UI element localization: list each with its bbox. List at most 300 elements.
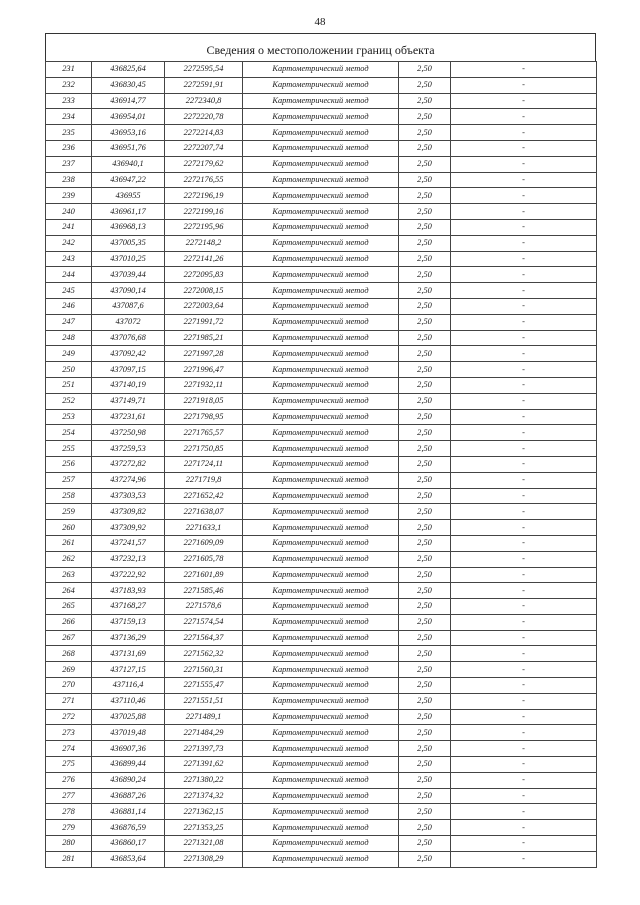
description-cell: - [451, 709, 597, 725]
method-cell: Картометрический метод [243, 630, 399, 646]
precision-cell: 2,50 [399, 772, 451, 788]
method-cell: Картометрический метод [243, 709, 399, 725]
y-coordinate-cell: 2271765,57 [165, 425, 243, 441]
description-cell: - [451, 820, 597, 836]
x-coordinate-cell: 437131,69 [92, 646, 165, 662]
method-cell: Картометрический метод [243, 362, 399, 378]
y-coordinate-cell: 2271985,21 [165, 330, 243, 346]
precision-cell: 2,50 [399, 156, 451, 172]
x-coordinate-cell: 437039,44 [92, 267, 165, 283]
precision-cell: 2,50 [399, 678, 451, 694]
x-coordinate-cell: 436914,77 [92, 93, 165, 109]
point-number-cell: 255 [46, 441, 92, 457]
method-cell: Картометрический метод [243, 283, 399, 299]
method-cell: Картометрический метод [243, 646, 399, 662]
description-cell: - [451, 251, 597, 267]
method-cell: Картометрический метод [243, 535, 399, 551]
description-cell: - [451, 788, 597, 804]
method-cell: Картометрический метод [243, 472, 399, 488]
y-coordinate-cell: 2272008,15 [165, 283, 243, 299]
description-cell: - [451, 235, 597, 251]
table-row [46, 188, 597, 204]
point-number-cell: 239 [46, 188, 92, 204]
description-cell: - [451, 851, 597, 867]
x-coordinate-cell: 436830,45 [92, 77, 165, 93]
description-cell: - [451, 725, 597, 741]
x-coordinate-cell: 437072 [92, 314, 165, 330]
x-coordinate-cell: 436853,64 [92, 851, 165, 867]
table-row [46, 772, 597, 788]
x-coordinate-cell: 437309,92 [92, 520, 165, 536]
description-cell: - [451, 614, 597, 630]
y-coordinate-cell: 2271578,6 [165, 599, 243, 615]
point-number-cell: 265 [46, 599, 92, 615]
table-row [46, 851, 597, 867]
point-number-cell: 280 [46, 836, 92, 852]
method-cell: Картометрический метод [243, 504, 399, 520]
description-cell: - [451, 456, 597, 472]
table-row [46, 535, 597, 551]
y-coordinate-cell: 2272179,62 [165, 156, 243, 172]
point-number-cell: 245 [46, 283, 92, 299]
x-coordinate-cell: 436860,17 [92, 836, 165, 852]
point-number-cell: 258 [46, 488, 92, 504]
x-coordinate-cell: 437092,42 [92, 346, 165, 362]
y-coordinate-cell: 2271564,37 [165, 630, 243, 646]
description-cell: - [451, 93, 597, 109]
precision-cell: 2,50 [399, 804, 451, 820]
method-cell: Картометрический метод [243, 662, 399, 678]
precision-cell: 2,50 [399, 646, 451, 662]
description-cell: - [451, 772, 597, 788]
point-number-cell: 241 [46, 219, 92, 235]
table-row [46, 741, 597, 757]
table-row [46, 788, 597, 804]
x-coordinate-cell: 436890,24 [92, 772, 165, 788]
method-cell: Картометрический метод [243, 788, 399, 804]
table-row [46, 520, 597, 536]
point-number-cell: 259 [46, 504, 92, 520]
precision-cell: 2,50 [399, 62, 451, 78]
description-cell: - [451, 551, 597, 567]
precision-cell: 2,50 [399, 725, 451, 741]
description-cell: - [451, 62, 597, 78]
y-coordinate-cell: 2271605,78 [165, 551, 243, 567]
point-number-cell: 243 [46, 251, 92, 267]
table-row [46, 362, 597, 378]
y-coordinate-cell: 2271918,05 [165, 393, 243, 409]
precision-cell: 2,50 [399, 741, 451, 757]
description-cell: - [451, 346, 597, 362]
x-coordinate-cell: 437274,96 [92, 472, 165, 488]
method-cell: Картометрический метод [243, 267, 399, 283]
precision-cell: 2,50 [399, 188, 451, 204]
x-coordinate-cell: 437116,4 [92, 678, 165, 694]
description-cell: - [451, 599, 597, 615]
x-coordinate-cell: 437149,71 [92, 393, 165, 409]
table-row [46, 330, 597, 346]
description-cell: - [451, 535, 597, 551]
x-coordinate-cell: 437025,88 [92, 709, 165, 725]
x-coordinate-cell: 436955 [92, 188, 165, 204]
method-cell: Картометрический метод [243, 93, 399, 109]
x-coordinate-cell: 436907,36 [92, 741, 165, 757]
point-number-cell: 257 [46, 472, 92, 488]
precision-cell: 2,50 [399, 267, 451, 283]
point-number-cell: 270 [46, 678, 92, 694]
table-row [46, 77, 597, 93]
method-cell: Картометрический метод [243, 551, 399, 567]
method-cell: Картометрический метод [243, 488, 399, 504]
table-row [46, 156, 597, 172]
precision-cell: 2,50 [399, 836, 451, 852]
point-number-cell: 252 [46, 393, 92, 409]
precision-cell: 2,50 [399, 298, 451, 314]
precision-cell: 2,50 [399, 520, 451, 536]
precision-cell: 2,50 [399, 757, 451, 773]
y-coordinate-cell: 2272595,54 [165, 62, 243, 78]
precision-cell: 2,50 [399, 77, 451, 93]
precision-cell: 2,50 [399, 362, 451, 378]
description-cell: - [451, 425, 597, 441]
precision-cell: 2,50 [399, 630, 451, 646]
method-cell: Картометрический метод [243, 251, 399, 267]
description-cell: - [451, 125, 597, 141]
method-cell: Картометрический метод [243, 377, 399, 393]
y-coordinate-cell: 2272207,74 [165, 140, 243, 156]
precision-cell: 2,50 [399, 393, 451, 409]
description-cell: - [451, 441, 597, 457]
y-coordinate-cell: 2271798,95 [165, 409, 243, 425]
description-cell: - [451, 156, 597, 172]
table-row [46, 267, 597, 283]
precision-cell: 2,50 [399, 346, 451, 362]
y-coordinate-cell: 2272003,64 [165, 298, 243, 314]
y-coordinate-cell: 2271991,72 [165, 314, 243, 330]
precision-cell: 2,50 [399, 662, 451, 678]
x-coordinate-cell: 436954,01 [92, 109, 165, 125]
table-row [46, 172, 597, 188]
y-coordinate-cell: 2272591,91 [165, 77, 243, 93]
precision-cell: 2,50 [399, 488, 451, 504]
description-cell: - [451, 472, 597, 488]
method-cell: Картометрический метод [243, 125, 399, 141]
y-coordinate-cell: 2272176,55 [165, 172, 243, 188]
method-cell: Картометрический метод [243, 772, 399, 788]
point-number-cell: 232 [46, 77, 92, 93]
table-row [46, 235, 597, 251]
table-row [46, 836, 597, 852]
description-cell: - [451, 109, 597, 125]
x-coordinate-cell: 437259,53 [92, 441, 165, 457]
table-row [46, 140, 597, 156]
point-number-cell: 253 [46, 409, 92, 425]
method-cell: Картометрический метод [243, 425, 399, 441]
point-number-cell: 248 [46, 330, 92, 346]
y-coordinate-cell: 2271609,09 [165, 535, 243, 551]
description-cell: - [451, 567, 597, 583]
precision-cell: 2,50 [399, 235, 451, 251]
table-title: Сведения о местоположении границ объекта [45, 33, 596, 61]
description-cell: - [451, 77, 597, 93]
point-number-cell: 262 [46, 551, 92, 567]
precision-cell: 2,50 [399, 851, 451, 867]
method-cell: Картометрический метод [243, 836, 399, 852]
point-number-cell: 271 [46, 693, 92, 709]
precision-cell: 2,50 [399, 820, 451, 836]
x-coordinate-cell: 437136,29 [92, 630, 165, 646]
x-coordinate-cell: 436961,17 [92, 204, 165, 220]
x-coordinate-cell: 437127,15 [92, 662, 165, 678]
y-coordinate-cell: 2271321,08 [165, 836, 243, 852]
table-row [46, 709, 597, 725]
table-row [46, 820, 597, 836]
point-number-cell: 276 [46, 772, 92, 788]
description-cell: - [451, 219, 597, 235]
x-coordinate-cell: 436881,14 [92, 804, 165, 820]
y-coordinate-cell: 2272141,26 [165, 251, 243, 267]
precision-cell: 2,50 [399, 472, 451, 488]
table-body [46, 62, 597, 868]
point-number-cell: 281 [46, 851, 92, 867]
table-row [46, 314, 597, 330]
x-coordinate-cell: 437019,48 [92, 725, 165, 741]
method-cell: Картометрический метод [243, 693, 399, 709]
description-cell: - [451, 267, 597, 283]
precision-cell: 2,50 [399, 314, 451, 330]
description-cell: - [451, 520, 597, 536]
precision-cell: 2,50 [399, 583, 451, 599]
precision-cell: 2,50 [399, 441, 451, 457]
point-number-cell: 242 [46, 235, 92, 251]
y-coordinate-cell: 2271719,8 [165, 472, 243, 488]
point-number-cell: 231 [46, 62, 92, 78]
boundary-table-sheet [45, 33, 596, 868]
x-coordinate-cell: 436899,44 [92, 757, 165, 773]
y-coordinate-cell: 2271380,22 [165, 772, 243, 788]
table-row [46, 251, 597, 267]
y-coordinate-cell: 2271997,28 [165, 346, 243, 362]
y-coordinate-cell: 2272195,96 [165, 219, 243, 235]
table-row [46, 678, 597, 694]
precision-cell: 2,50 [399, 125, 451, 141]
method-cell: Картометрический метод [243, 804, 399, 820]
method-cell: Картометрический метод [243, 441, 399, 457]
point-number-cell: 254 [46, 425, 92, 441]
y-coordinate-cell: 2271362,15 [165, 804, 243, 820]
description-cell: - [451, 314, 597, 330]
precision-cell: 2,50 [399, 140, 451, 156]
table-row [46, 409, 597, 425]
point-number-cell: 236 [46, 140, 92, 156]
table-row [46, 109, 597, 125]
x-coordinate-cell: 437087,6 [92, 298, 165, 314]
point-number-cell: 273 [46, 725, 92, 741]
description-cell: - [451, 662, 597, 678]
x-coordinate-cell: 437140,19 [92, 377, 165, 393]
y-coordinate-cell: 2272214,83 [165, 125, 243, 141]
point-number-cell: 251 [46, 377, 92, 393]
table-row [46, 472, 597, 488]
y-coordinate-cell: 2271750,85 [165, 441, 243, 457]
y-coordinate-cell: 2271397,73 [165, 741, 243, 757]
method-cell: Картометрический метод [243, 725, 399, 741]
point-number-cell: 237 [46, 156, 92, 172]
point-number-cell: 247 [46, 314, 92, 330]
y-coordinate-cell: 2272095,83 [165, 267, 243, 283]
method-cell: Картометрический метод [243, 583, 399, 599]
point-number-cell: 266 [46, 614, 92, 630]
x-coordinate-cell: 437231,61 [92, 409, 165, 425]
x-coordinate-cell: 437241,57 [92, 535, 165, 551]
table-row [46, 93, 597, 109]
precision-cell: 2,50 [399, 409, 451, 425]
method-cell: Картометрический метод [243, 77, 399, 93]
x-coordinate-cell: 436968,13 [92, 219, 165, 235]
precision-cell: 2,50 [399, 614, 451, 630]
y-coordinate-cell: 2272199,16 [165, 204, 243, 220]
point-number-cell: 279 [46, 820, 92, 836]
method-cell: Картометрический метод [243, 109, 399, 125]
point-number-cell: 250 [46, 362, 92, 378]
y-coordinate-cell: 2271932,11 [165, 377, 243, 393]
description-cell: - [451, 362, 597, 378]
precision-cell: 2,50 [399, 535, 451, 551]
table-row [46, 804, 597, 820]
description-cell: - [451, 741, 597, 757]
x-coordinate-cell: 436940,1 [92, 156, 165, 172]
description-cell: - [451, 836, 597, 852]
page-number: 48 [314, 16, 326, 28]
x-coordinate-cell: 436953,16 [92, 125, 165, 141]
method-cell: Картометрический метод [243, 456, 399, 472]
precision-cell: 2,50 [399, 599, 451, 615]
table-row [46, 614, 597, 630]
method-cell: Картометрический метод [243, 188, 399, 204]
precision-cell: 2,50 [399, 283, 451, 299]
point-number-cell: 267 [46, 630, 92, 646]
y-coordinate-cell: 2271353,25 [165, 820, 243, 836]
method-cell: Картометрический метод [243, 314, 399, 330]
description-cell: - [451, 583, 597, 599]
table-row [46, 125, 597, 141]
point-number-cell: 275 [46, 757, 92, 773]
table-row [46, 298, 597, 314]
description-cell: - [451, 804, 597, 820]
x-coordinate-cell: 437090,14 [92, 283, 165, 299]
method-cell: Картометрический метод [243, 678, 399, 694]
x-coordinate-cell: 437303,53 [92, 488, 165, 504]
point-number-cell: 261 [46, 535, 92, 551]
y-coordinate-cell: 2271391,62 [165, 757, 243, 773]
point-number-cell: 268 [46, 646, 92, 662]
y-coordinate-cell: 2271374,32 [165, 788, 243, 804]
description-cell: - [451, 330, 597, 346]
table-row [46, 425, 597, 441]
precision-cell: 2,50 [399, 93, 451, 109]
precision-cell: 2,50 [399, 425, 451, 441]
x-coordinate-cell: 436951,76 [92, 140, 165, 156]
method-cell: Картометрический метод [243, 330, 399, 346]
table-row [46, 393, 597, 409]
point-number-cell: 264 [46, 583, 92, 599]
y-coordinate-cell: 2272196,19 [165, 188, 243, 204]
y-coordinate-cell: 2271652,42 [165, 488, 243, 504]
description-cell: - [451, 504, 597, 520]
method-cell: Картометрический метод [243, 172, 399, 188]
table-row [46, 583, 597, 599]
x-coordinate-cell: 437076,68 [92, 330, 165, 346]
method-cell: Картометрический метод [243, 156, 399, 172]
method-cell: Картометрический метод [243, 599, 399, 615]
point-number-cell: 272 [46, 709, 92, 725]
method-cell: Картометрический метод [243, 820, 399, 836]
precision-cell: 2,50 [399, 551, 451, 567]
description-cell: - [451, 630, 597, 646]
description-cell: - [451, 298, 597, 314]
table-row [46, 377, 597, 393]
y-coordinate-cell: 2271484,29 [165, 725, 243, 741]
point-number-cell: 233 [46, 93, 92, 109]
description-cell: - [451, 678, 597, 694]
method-cell: Картометрический метод [243, 298, 399, 314]
precision-cell: 2,50 [399, 504, 451, 520]
x-coordinate-cell: 437159,13 [92, 614, 165, 630]
point-number-cell: 274 [46, 741, 92, 757]
y-coordinate-cell: 2271555,47 [165, 678, 243, 694]
point-number-cell: 234 [46, 109, 92, 125]
precision-cell: 2,50 [399, 709, 451, 725]
method-cell: Картометрический метод [243, 393, 399, 409]
precision-cell: 2,50 [399, 456, 451, 472]
table-row [46, 567, 597, 583]
y-coordinate-cell: 2271308,29 [165, 851, 243, 867]
description-cell: - [451, 693, 597, 709]
table-row [46, 725, 597, 741]
point-number-cell: 263 [46, 567, 92, 583]
x-coordinate-cell: 437309,82 [92, 504, 165, 520]
description-cell: - [451, 188, 597, 204]
precision-cell: 2,50 [399, 567, 451, 583]
table-row [46, 757, 597, 773]
y-coordinate-cell: 2271562,32 [165, 646, 243, 662]
table-row [46, 488, 597, 504]
method-cell: Картометрический метод [243, 757, 399, 773]
method-cell: Картометрический метод [243, 235, 399, 251]
y-coordinate-cell: 2272148,2 [165, 235, 243, 251]
point-number-cell: 249 [46, 346, 92, 362]
point-number-cell: 269 [46, 662, 92, 678]
y-coordinate-cell: 2271551,51 [165, 693, 243, 709]
method-cell: Картометрический метод [243, 204, 399, 220]
table-row [46, 504, 597, 520]
method-cell: Картометрический метод [243, 62, 399, 78]
table-row [46, 662, 597, 678]
y-coordinate-cell: 2271724,11 [165, 456, 243, 472]
y-coordinate-cell: 2271996,47 [165, 362, 243, 378]
method-cell: Картометрический метод [243, 219, 399, 235]
point-number-cell: 240 [46, 204, 92, 220]
description-cell: - [451, 283, 597, 299]
precision-cell: 2,50 [399, 204, 451, 220]
table-row [46, 62, 597, 78]
description-cell: - [451, 172, 597, 188]
point-number-cell: 246 [46, 298, 92, 314]
table-row [46, 599, 597, 615]
y-coordinate-cell: 2271601,89 [165, 567, 243, 583]
point-number-cell: 277 [46, 788, 92, 804]
x-coordinate-cell: 436876,59 [92, 820, 165, 836]
